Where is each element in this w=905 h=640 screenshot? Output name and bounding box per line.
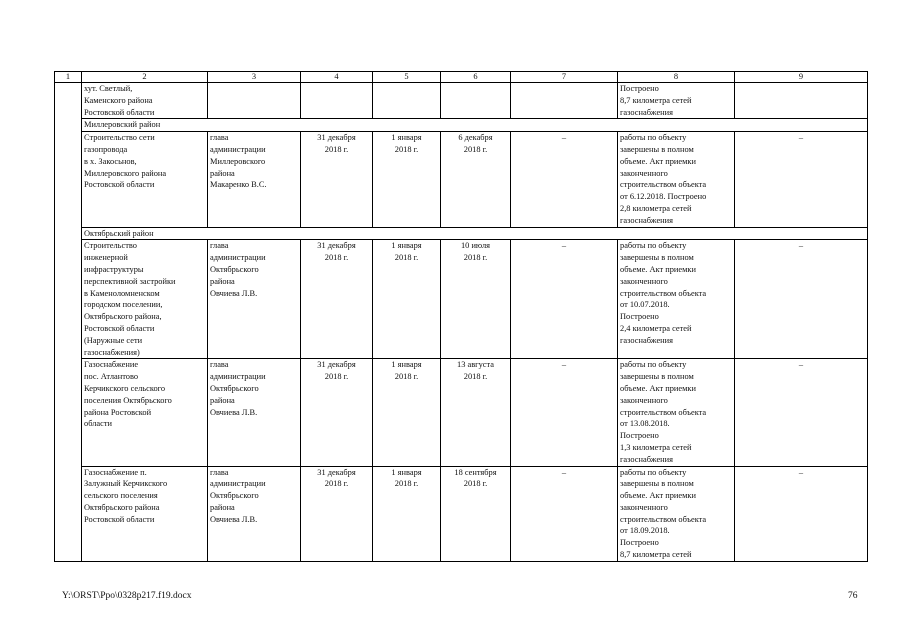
object-name-cell: Строительство сети газопровода в х. Закосьнов, Миллеровского района Ростовской области xyxy=(82,132,208,227)
column-7-cell xyxy=(511,83,618,119)
column-number: 2 xyxy=(82,72,208,83)
responsible-cell: глава администрации Октябрьского района Овчиева Л.В. xyxy=(208,359,301,466)
column-number: 1 xyxy=(55,72,82,83)
object-name-cell: Газоснабжение пос. Атлантово Керчикского сельского поселения Октябрьского района Ростовской области xyxy=(82,359,208,466)
completion-date-cell: 18 сентября 2018 г. xyxy=(441,466,511,561)
completion-date-cell xyxy=(441,83,511,119)
column-9-cell: – xyxy=(735,132,868,227)
deadline-cell: 31 декабря 2018 г. xyxy=(301,359,373,466)
completion-date-cell: 13 августа 2018 г. xyxy=(441,359,511,466)
responsible-cell: глава администрации Октябрьского района Овчиева Л.В. xyxy=(208,240,301,359)
column-7-cell: – xyxy=(511,132,618,227)
region-heading: Миллеровский район xyxy=(82,119,868,132)
responsible-cell xyxy=(208,83,301,119)
column-9-cell: – xyxy=(735,240,868,359)
deadline-cell: 31 декабря 2018 г. xyxy=(301,240,373,359)
object-name-cell: Строительство инженерной инфраструктуры перспективной застройки в Каменоломненском городском поселении, Октябрьского района, Ростовской области (Наружные сети газоснабжения) xyxy=(82,240,208,359)
column-7-cell: – xyxy=(511,466,618,561)
region-heading: Октябрьский район xyxy=(82,227,868,240)
column-number: 9 xyxy=(735,72,868,83)
result-cell: Построено 8,7 километра сетей газоснабжения xyxy=(618,83,735,119)
column-number: 3 xyxy=(208,72,301,83)
column-number: 8 xyxy=(618,72,735,83)
start-date-cell: 1 января 2018 г. xyxy=(373,132,441,227)
deadline-cell: 31 декабря 2018 г. xyxy=(301,466,373,561)
footer-file-path: Y:\ORST\Ppo\0328p217.f19.docx xyxy=(62,591,192,601)
start-date-cell xyxy=(373,83,441,119)
column-7-cell: – xyxy=(511,359,618,466)
column-7-cell: – xyxy=(511,240,618,359)
column-number: 5 xyxy=(373,72,441,83)
table-row xyxy=(55,466,868,561)
result-cell: работы по объекту завершены в полном объеме. Акт приемки законченного строительством объекта от 13.08.2018. Построено 1,3 километра сетей газоснабжения xyxy=(618,359,735,466)
result-cell: работы по объекту завершены в полном объеме. Акт приемки законченного строительством объекта от 6.12.2018. Построено 2,8 километра сетей газоснабжения xyxy=(618,132,735,227)
completion-date-cell: 6 декабря 2018 г. xyxy=(441,132,511,227)
start-date-cell: 1 января 2018 г. xyxy=(373,359,441,466)
report-table xyxy=(54,71,868,562)
table-row xyxy=(55,359,868,466)
responsible-cell: глава администрации Октябрьского района Овчиева Л.В. xyxy=(208,466,301,561)
start-date-cell: 1 января 2018 г. xyxy=(373,240,441,359)
region-row xyxy=(55,119,868,132)
table-row xyxy=(55,132,868,227)
column-number: 4 xyxy=(301,72,373,83)
region-row xyxy=(55,227,868,240)
responsible-cell: глава администрации Миллеровского района Макаренко В.С. xyxy=(208,132,301,227)
column-number-row xyxy=(55,72,868,83)
column-9-cell: – xyxy=(735,466,868,561)
deadline-cell xyxy=(301,83,373,119)
result-cell: работы по объекту завершены в полном объеме. Акт приемки законченного строительством объекта от 10.07.2018. Построено 2,4 километра сетей газоснабжения xyxy=(618,240,735,359)
continuation-row xyxy=(55,83,868,119)
object-name-cell: хут. Светлый, Каменского района Ростовской области xyxy=(82,83,208,119)
column-number: 6 xyxy=(441,72,511,83)
page-number: 76 xyxy=(848,591,858,601)
result-cell: работы по объекту завершены в полном объеме. Акт приемки законченного строительством объекта от 18.09.2018. Построено 8,7 километра сетей xyxy=(618,466,735,561)
index-cell xyxy=(55,83,82,562)
completion-date-cell: 10 июля 2018 г. xyxy=(441,240,511,359)
object-name-cell: Газоснабжение п. Залужный Керчикского сельского поселения Октябрьского района Ростовской области xyxy=(82,466,208,561)
start-date-cell: 1 января 2018 г. xyxy=(373,466,441,561)
column-9-cell xyxy=(735,83,868,119)
column-9-cell: – xyxy=(735,359,868,466)
column-number: 7 xyxy=(511,72,618,83)
deadline-cell: 31 декабря 2018 г. xyxy=(301,132,373,227)
table-row xyxy=(55,240,868,359)
